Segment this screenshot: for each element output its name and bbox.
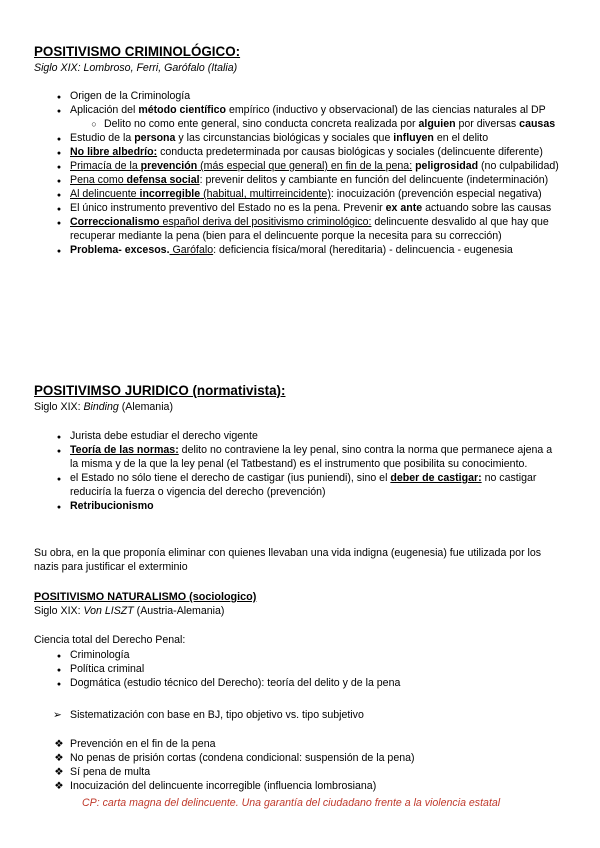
list-item: ● Al delincuente incorregible (habitual, multirreincidente): inocuización (prevención especial negativa) — [0, 187, 560, 201]
list-item: ● Problema- excesos. Garófalo: deficiencia física/moral (hereditaria) - delincuencia - eugenesia — [0, 243, 560, 257]
section-subtitle: Siglo XIX: Lombroso, Ferri, Garófalo (Italia) — [34, 62, 238, 74]
list-item: ❖ Prevención en el fin de la pena — [54, 738, 216, 750]
cp-note: CP: carta magna del delincuente. Una garantía del ciudadano frente a la violencia estatal — [82, 797, 501, 809]
list-item: ● Teoría de las normas: delito no contraviene la ley penal, sino contra la norma que permanece ajena a la misma y de la que la ley penal (el Tatbestand) es el instrumento que posibilita su conocimiento. — [0, 443, 560, 471]
s2-bullet-list — [0, 429, 600, 513]
s3-intro: Ciencia total del Derecho Penal: — [34, 634, 186, 646]
s1-bullet-list — [0, 89, 600, 257]
arrow-item: ➢ Sistematización con base en BJ, tipo objetivo vs. tipo subjetivo — [53, 709, 364, 721]
list-item: ● No libre albedrío: conducta predeterminada por causas biológicas y sociales (delincuente diferente) — [0, 145, 560, 159]
list-item: ● Retribucionismo — [0, 499, 560, 513]
s3-diamond-list — [0, 737, 600, 793]
section-title-positivismo-naturalismo: POSITIVISMO NATURALISMO (sociologico) — [34, 591, 257, 603]
list-item: ❖ No penas de prisión cortas (condena condicional: suspensión de la pena) — [54, 752, 415, 764]
section-subtitle: Siglo XIX: Von LISZT (Austria-Alemania) — [34, 605, 225, 617]
list-item: ● Aplicación del método científico empírico (inductivo y observacional) de las ciencias naturales al DP — [0, 103, 560, 117]
arrow-bullet-icon: ➢ — [53, 709, 62, 721]
diamond-bullet-icon: ❖ — [54, 752, 64, 764]
list-item: ● Jurista debe estudiar el derecho vigente — [0, 429, 560, 443]
list-item: ● El único instrumento preventivo del Estado no es la pena. Prevenir ex ante actuando sobre las causas — [0, 201, 560, 215]
list-item: ● Dogmática (estudio técnico del Derecho): teoría del delito y de la pena — [0, 676, 560, 690]
list-item: ○ Delito no como ente general, sino conducta concreta realizada por alguien por diversas causas — [0, 117, 560, 131]
diamond-bullet-icon: ❖ — [54, 738, 64, 750]
list-item: ❖ Sí pena de multa — [54, 766, 151, 778]
list-item: ● el Estado no sólo tiene el derecho de castigar (ius puniendi), sino el deber de castigar: no castigar reduciría la fuerza o vigencia del derecho (prevención) — [0, 471, 560, 499]
list-item: ● Criminología — [0, 648, 560, 662]
list-item: ● Origen de la Criminología — [0, 89, 560, 103]
diamond-bullet-icon: ❖ — [54, 780, 64, 792]
section-title-positivismo-juridico: POSITIVIMSO JURIDICO (normativista): — [34, 383, 286, 398]
section-title-positivismo-criminologico: POSITIVISMO CRIMINOLÓGICO: — [34, 44, 241, 59]
s3-bullet-list — [0, 648, 600, 690]
section-subtitle: Siglo XIX: Binding (Alemania) — [34, 401, 173, 413]
diamond-bullet-icon: ❖ — [54, 766, 64, 778]
list-item: ● Política criminal — [0, 662, 560, 676]
list-item: ● Primacía de la prevención (más especial que general) en fin de la pena: peligrosidad (no culpabilidad) — [0, 159, 560, 173]
list-item: ● Estudio de la persona y las circunstancias biológicas y sociales que influyen en el delito — [0, 131, 560, 145]
list-item: ● Correccionalismo español deriva del positivismo criminológico: delincuente desvalido al que hay que recuperar mediante la pena (bien para el delincuente porque la necesita para su corrección) — [0, 215, 560, 243]
s2-paragraph: Su obra, en la que proponía eliminar con quienes llevaban una vida indigna (eugenesia) fue utilizada por los nazis para justificar el exterminio — [34, 547, 542, 573]
list-item: ● Pena como defensa social: prevenir delitos y cambiante en función del delincuente (indeterminación) — [0, 173, 560, 187]
list-item: ❖ Inocuización del delincuente incorregible (influencia lombrosiana) — [54, 780, 377, 792]
